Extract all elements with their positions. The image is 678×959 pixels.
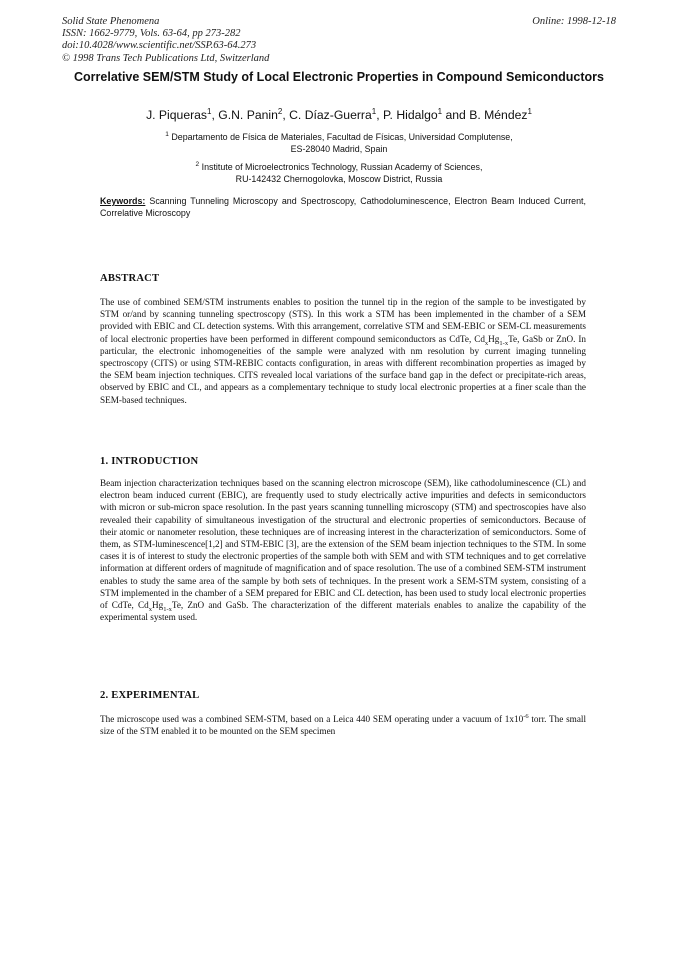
paper-title: Correlative SEM/STM Study of Local Electronic Properties in Compound Semiconductors: [74, 70, 604, 84]
affiliation-1: [70, 131, 608, 155]
author-affiliation-mark: 1: [437, 106, 443, 116]
author-affiliation-mark: 2: [277, 106, 283, 116]
author-list: [60, 107, 618, 123]
keywords-label: Keywords:: [100, 196, 146, 206]
copyright-line: © 1998 Trans Tech Publications Ltd, Switzerland: [62, 52, 270, 64]
chem-subscript: x: [484, 339, 489, 347]
journal-header: [62, 16, 616, 65]
doi-line: doi:10.4028/www.scientific.net/SSP.63-64.273: [62, 40, 257, 52]
author-name: J. Piqueras: [146, 108, 208, 122]
author-separator: ,: [282, 108, 290, 122]
abstract-text-part: Te, GaSb or ZnO. In particular, the electronic inhomogeneities of the sample were analyzed with nm resolution by current imaging tunneling spectroscopy (CITS) or using STM-REBIC contacts configuration, in areas with different recombination properties as imaged by the SEM beam injection techniques. CITS revealed local variations of the surface band gap in the defect or precipitate-rich areas, observed by EBIC and CL, and appears as a complementary technique to study local electronic properties at a finer scale than the SEM-based techniques.: [100, 333, 586, 405]
experimental-text-part: The microscope used was a combined SEM-STM, based on a Leica 440 SEM operating under a vacuum of 1x10: [100, 714, 524, 724]
experimental-heading: 2. EXPERIMENTAL: [100, 690, 200, 701]
affiliation-2: [70, 161, 608, 185]
author-name: C. Díaz-Guerra: [289, 108, 372, 122]
chem-subscript: 1-x: [499, 339, 509, 347]
issn-line: ISSN: 1662-9779, Vols. 63-64, pp 273-282: [62, 28, 241, 40]
experimental-text: [100, 713, 586, 737]
chem-subscript: x: [148, 605, 152, 613]
online-date: Online: 1998-12-18: [532, 16, 616, 27]
affiliation-line: ES-28040 Madrid, Spain: [290, 144, 388, 154]
abstract-text-part: The use of combined SEM/STM instruments enables to position the tunnel tip in the region of the sample to be investigated by STM or/and by scanning tunneling spectroscopy (STS). In this work a STM has been implemented in the chamber of a SEM provided with EBIC and CL detection systems. With this arrangement, correlative STM and SEM-EBIC or SEM-CL measurements of local electronic properties have been performed in different compound semiconductors as CdTe, Cd: [100, 297, 586, 344]
author-name: B. Méndez: [469, 108, 528, 122]
introduction-text-part: Beam injection characterization techniques based on the scanning electron microscope (SEM), like cathodoluminescence (CL) and electron beam induced current (EBIC), are frequently used to study electrically active impurities and defects in semiconductors with micron or sub-micron space resolution. In the past years scanning tunnelling microscopy (STM) and spectroscopies have also revealed their capability of simultaneous investigation of the structural and electronic properties of semiconductors. Because of their atomic or nanometer resolution, these techniques are of increasing interest in the characterization of semiconductors. Some of them, as STM-luminescence[1,2] and STM-EBIC [3], are the extension of the SEM beam injection techniques to the STM. In some cases it is of interest to study the electronic properties of the sample both with SEM and with STM techniques and to get correlative information at different orders of magnitude of magnification and of space resolution. The use of a combined SEM-STM instrument enables to study the same area of the sample by both sets of techniques. In the present work a SEM-STM system, consisting of a STM implemented in the chamber of a SEM prepared for EBIC and CL detection, has been used to study local electronic properties of CdTe, Cd: [100, 478, 586, 611]
author-name: P. Hidalgo: [382, 108, 438, 122]
author-and: and: [442, 108, 470, 122]
journal-name: Solid State Phenomena: [62, 16, 160, 27]
affiliation-line: RU-142432 Chernogolovka, Moscow District, Russia: [235, 174, 443, 184]
introduction-heading: 1. INTRODUCTION: [100, 456, 199, 467]
author-affiliation-mark: 1: [207, 106, 212, 116]
introduction-text: [100, 477, 586, 623]
affiliation-line: Institute of Microelectronics Technology, Russian Academy of Sciences,: [201, 162, 483, 172]
abstract-text: [100, 296, 586, 406]
keywords-block: [100, 195, 586, 219]
author-affiliation-mark: 1: [527, 106, 532, 116]
author-affiliation-mark: 1: [371, 106, 377, 116]
abstract-heading: ABSTRACT: [100, 273, 160, 284]
chem-element: Hg: [151, 600, 164, 611]
affiliation-number: 1: [165, 131, 169, 139]
author-name: G.N. Panin: [218, 108, 278, 122]
exponent: -6: [523, 712, 529, 720]
affiliation-number: 2: [195, 161, 200, 169]
affiliation-line: Departamento de Física de Materiales, Facultad de Físicas, Universidad Complutense,: [171, 132, 513, 142]
chem-subscript: 1-x: [163, 605, 172, 613]
experimental-text-part: torr. The small size of the STM enabled it to be mounted on the SEM specimen: [100, 714, 587, 737]
author-separator: ,: [211, 108, 219, 122]
chem-element: Hg: [488, 333, 500, 344]
keywords-text: Scanning Tunneling Microscopy and Spectroscopy, Cathodoluminescence, Electron Beam Induced Current, Correlative Microscopy: [100, 196, 586, 218]
author-separator: ,: [376, 108, 383, 122]
introduction-text-part: Te, ZnO and GaSb. The characterization of the different materials enables to analize the capability of the experimental system used.: [100, 600, 586, 623]
